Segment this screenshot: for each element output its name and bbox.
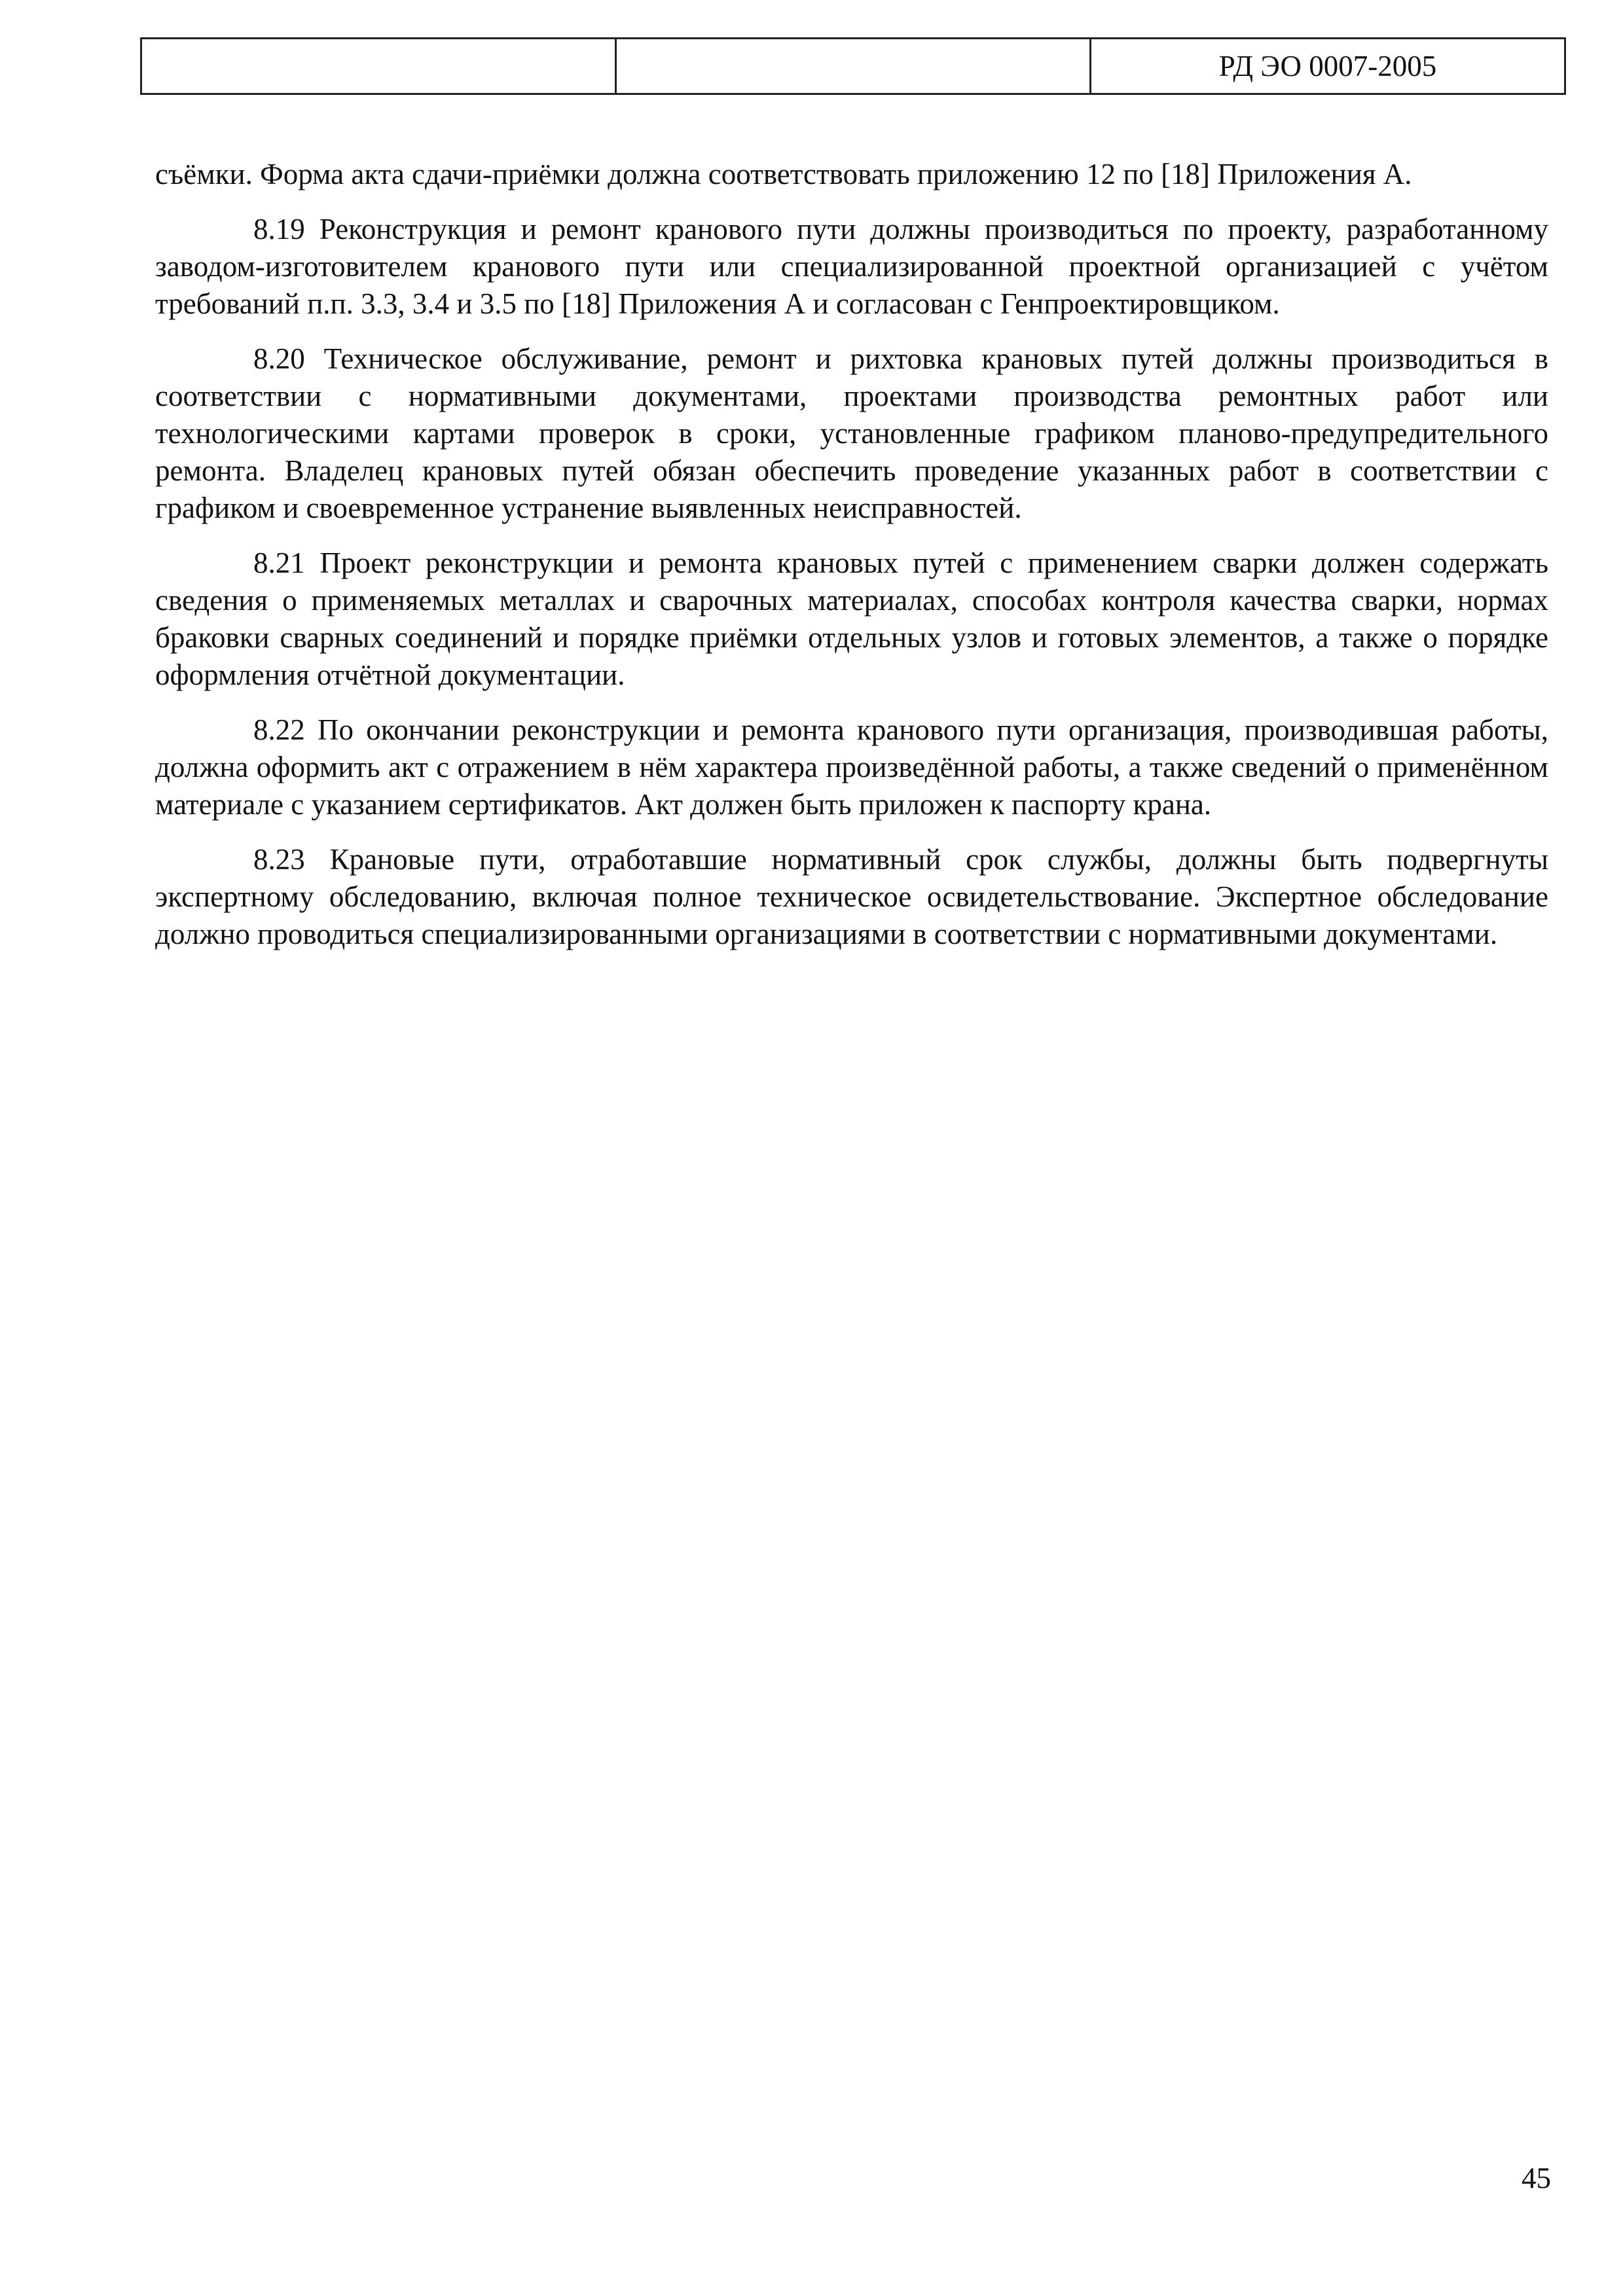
page-number: 45 <box>1522 2162 1551 2195</box>
document-code: РД ЭО 0007-2005 <box>1091 39 1565 94</box>
paragraph-8-20: 8.20 Техническое обслуживание, ремонт и рихтовка крановых путей должны производиться в соответствии с нормативными документами, проектами производства ремонтных работ или технологическими картами проверок в сроки, установленные графиком планово-предупредительного ремонта. Владелец крановых путей обязан обеспечить проведение указанных работ в соответствии с графиком и своевременное устранение выявленных неисправностей. <box>155 342 1548 524</box>
header-cell-middle <box>616 39 1091 94</box>
header-cell-left <box>141 39 616 94</box>
paragraph-8-19: 8.19 Реконструкция и ремонт кранового пути должны производиться по проекту, разработанному заводом-изготовителем кранового пути или специализированной проектной организацией с учётом требований п.п. 3.3, 3.4 и 3.5 по [18] Приложения А и согласован с Генпроектировщиком. <box>155 213 1548 320</box>
paragraph-continuation: съёмки. Форма акта сдачи-приёмки должна соответствовать приложению 12 по [18] Приложения А. <box>155 158 1412 190</box>
paragraph-8-21: 8.21 Проект реконструкции и ремонта крановых путей с применением сварки должен содержать сведения о применяемых металлах и сварочных материалах, способах контроля качества сварки, нормах браковки сварных соединений и порядке приёмки отдельных узлов и готовых элементов, а также о порядке оформления отчётной документации. <box>155 547 1548 691</box>
paragraph-8-22: 8.22 По окончании реконструкции и ремонта кранового пути организация, производившая работы, должна оформить акт с отражением в нём характера произведённой работы, а также сведений о применённом материале с указанием сертификатов. Акт должен быть приложен к паспорту крана. <box>155 713 1548 821</box>
header-stamp-table <box>140 37 1566 95</box>
paragraph-8-23: 8.23 Крановые пути, отработавшие нормативный срок службы, должны быть подвергнуты экспертному обследованию, включая полное техническое освидетельствование. Экспертное обследование должно проводиться специализированными организациями в соответствии с нормативными документами. <box>155 843 1548 950</box>
document-body <box>155 156 1548 971</box>
